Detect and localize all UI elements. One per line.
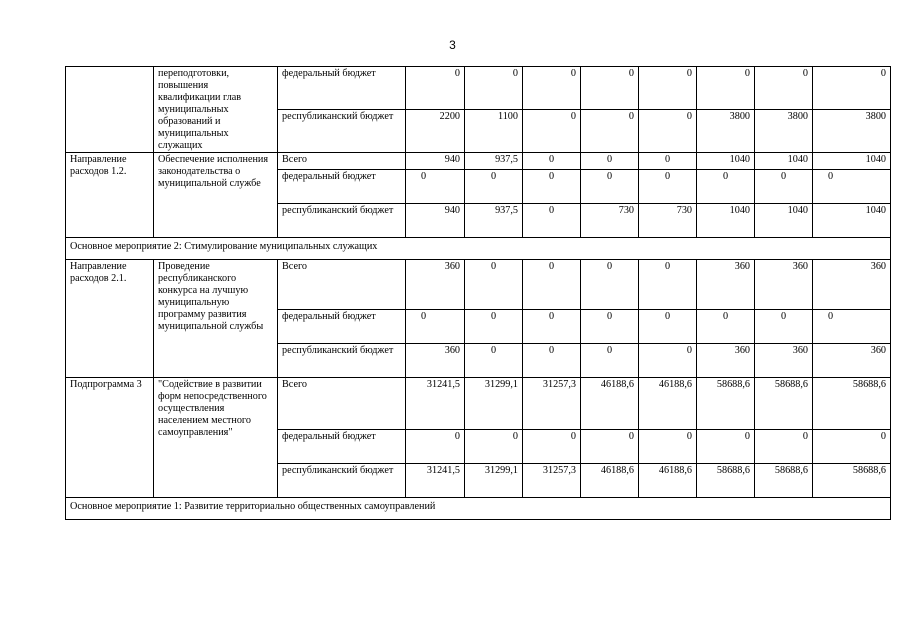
value-cell: 940 xyxy=(406,204,465,238)
value-cell: 940 xyxy=(406,153,465,170)
section-title: Основное мероприятие 2: Стимулирование муниципальных служащих xyxy=(66,238,891,260)
table-row xyxy=(66,67,891,110)
value-cell: 1040 xyxy=(697,204,755,238)
value-cell: 0 xyxy=(639,153,697,170)
value-cell: 0 xyxy=(581,110,639,153)
value-cell: 0 xyxy=(465,170,523,204)
value-cell: 0 xyxy=(697,170,755,204)
table-row xyxy=(66,153,891,170)
value-cell: 0 xyxy=(639,430,697,464)
value-cell: 46188,6 xyxy=(581,378,639,430)
value-cell: 0 xyxy=(813,310,891,344)
value-cell: 3800 xyxy=(755,110,813,153)
value-cell: 2200 xyxy=(406,110,465,153)
value-cell: 1040 xyxy=(813,204,891,238)
value-cell: 0 xyxy=(406,430,465,464)
value-cell: 1040 xyxy=(755,204,813,238)
value-cell: 0 xyxy=(639,344,697,378)
value-cell: 937,5 xyxy=(465,204,523,238)
value-cell: 46188,6 xyxy=(639,378,697,430)
value-cell: 0 xyxy=(639,170,697,204)
funding-source: республиканский бюджет xyxy=(278,110,406,153)
table-row xyxy=(66,378,891,430)
value-cell: 0 xyxy=(639,260,697,310)
funding-source: Всего xyxy=(278,260,406,310)
value-cell: 58688,6 xyxy=(813,378,891,430)
value-cell: 0 xyxy=(523,310,581,344)
value-cell: 0 xyxy=(581,260,639,310)
value-cell: 46188,6 xyxy=(639,464,697,498)
value-cell: 31241,5 xyxy=(406,464,465,498)
row-name: Проведение республиканского конкурса на лучшую муниципальную программу развития муниципальной службы xyxy=(154,260,278,378)
value-cell: 0 xyxy=(581,67,639,110)
value-cell: 360 xyxy=(697,344,755,378)
value-cell: 0 xyxy=(465,310,523,344)
row-code: Направление расходов 1.2. xyxy=(66,153,154,238)
value-cell: 730 xyxy=(581,204,639,238)
value-cell: 0 xyxy=(581,310,639,344)
value-cell: 0 xyxy=(639,67,697,110)
value-cell: 31257,3 xyxy=(523,464,581,498)
value-cell: 1100 xyxy=(465,110,523,153)
value-cell: 0 xyxy=(581,344,639,378)
value-cell: 58688,6 xyxy=(755,378,813,430)
value-cell: 360 xyxy=(813,260,891,310)
value-cell: 3800 xyxy=(697,110,755,153)
value-cell: 3800 xyxy=(813,110,891,153)
budget-table xyxy=(65,66,891,520)
value-cell: 1040 xyxy=(755,153,813,170)
value-cell: 0 xyxy=(755,430,813,464)
value-cell: 730 xyxy=(639,204,697,238)
row-name: Обеспечение исполнения законодательства о муниципальной службе xyxy=(154,153,278,238)
value-cell: 0 xyxy=(639,110,697,153)
value-cell: 0 xyxy=(581,430,639,464)
value-cell: 937,5 xyxy=(465,153,523,170)
table-row xyxy=(66,260,891,310)
value-cell: 0 xyxy=(523,153,581,170)
value-cell: 360 xyxy=(697,260,755,310)
value-cell: 0 xyxy=(406,310,465,344)
value-cell: 0 xyxy=(639,310,697,344)
value-cell: 46188,6 xyxy=(581,464,639,498)
funding-source: республиканский бюджет xyxy=(278,464,406,498)
value-cell: 58688,6 xyxy=(755,464,813,498)
funding-source: республиканский бюджет xyxy=(278,204,406,238)
row-code xyxy=(66,67,154,153)
value-cell: 0 xyxy=(406,67,465,110)
value-cell: 0 xyxy=(523,260,581,310)
value-cell: 0 xyxy=(581,153,639,170)
value-cell: 360 xyxy=(406,344,465,378)
funding-source: федеральный бюджет xyxy=(278,67,406,110)
value-cell: 0 xyxy=(755,310,813,344)
value-cell: 0 xyxy=(697,67,755,110)
value-cell: 31257,3 xyxy=(523,378,581,430)
value-cell: 0 xyxy=(523,67,581,110)
value-cell: 58688,6 xyxy=(697,464,755,498)
value-cell: 0 xyxy=(523,170,581,204)
value-cell: 360 xyxy=(813,344,891,378)
section-title: Основное мероприятие 1: Развитие территориально общественных самоуправлений xyxy=(66,498,891,520)
value-cell: 0 xyxy=(523,430,581,464)
value-cell: 0 xyxy=(813,67,891,110)
section-row xyxy=(66,238,891,260)
row-name: "Содействие в развитии форм непосредственного осуществления населением местного самоуправления" xyxy=(154,378,278,498)
row-code: Подпрограмма 3 xyxy=(66,378,154,498)
value-cell: 0 xyxy=(523,204,581,238)
funding-source: республиканский бюджет xyxy=(278,344,406,378)
value-cell: 0 xyxy=(523,344,581,378)
value-cell: 0 xyxy=(697,310,755,344)
section-row xyxy=(66,498,891,520)
value-cell: 360 xyxy=(406,260,465,310)
row-name: переподготовки, повышения квалификации глав муниципальных образований и муниципальных служащих xyxy=(154,67,278,153)
value-cell: 31299,1 xyxy=(465,378,523,430)
page-number: 3 xyxy=(449,38,456,52)
value-cell: 0 xyxy=(755,170,813,204)
value-cell: 0 xyxy=(465,430,523,464)
funding-source: федеральный бюджет xyxy=(278,310,406,344)
row-code: Направление расходов 2.1. xyxy=(66,260,154,378)
value-cell: 1040 xyxy=(813,153,891,170)
value-cell: 0 xyxy=(465,344,523,378)
value-cell: 0 xyxy=(406,170,465,204)
value-cell: 360 xyxy=(755,344,813,378)
value-cell: 0 xyxy=(755,67,813,110)
value-cell: 0 xyxy=(465,260,523,310)
funding-source: федеральный бюджет xyxy=(278,430,406,464)
funding-source: Всего xyxy=(278,153,406,170)
value-cell: 0 xyxy=(813,170,891,204)
value-cell: 360 xyxy=(755,260,813,310)
value-cell: 0 xyxy=(697,430,755,464)
value-cell: 58688,6 xyxy=(697,378,755,430)
value-cell: 58688,6 xyxy=(813,464,891,498)
value-cell: 0 xyxy=(465,67,523,110)
value-cell: 0 xyxy=(813,430,891,464)
value-cell: 1040 xyxy=(697,153,755,170)
funding-source: Всего xyxy=(278,378,406,430)
value-cell: 31299,1 xyxy=(465,464,523,498)
value-cell: 0 xyxy=(581,170,639,204)
funding-source: федеральный бюджет xyxy=(278,170,406,204)
value-cell: 0 xyxy=(523,110,581,153)
value-cell: 31241,5 xyxy=(406,378,465,430)
